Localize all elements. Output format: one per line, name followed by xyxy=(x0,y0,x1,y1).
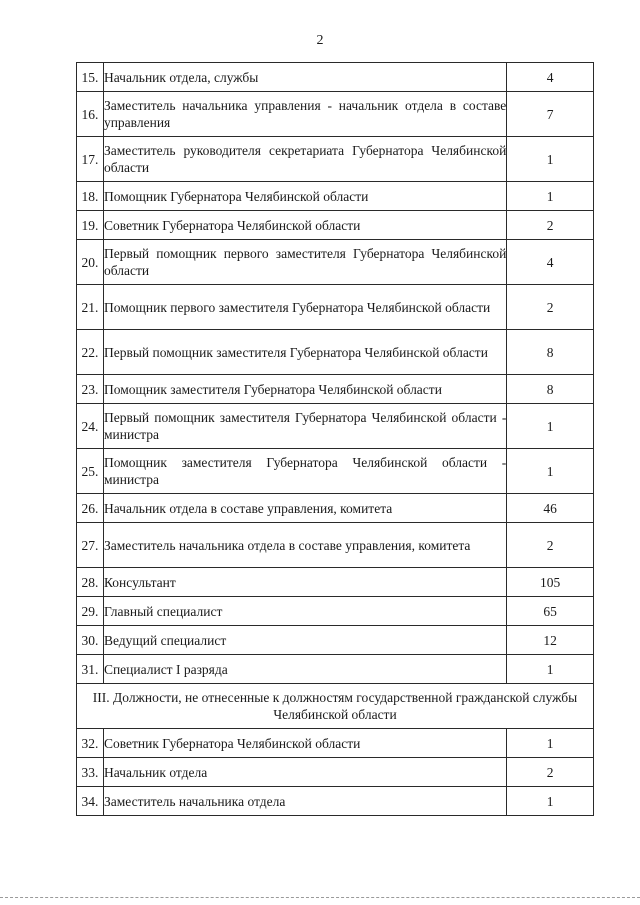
section-heading-row xyxy=(77,684,594,729)
row-number: 26. xyxy=(77,494,104,523)
table-row xyxy=(77,568,594,597)
section-heading: III. Должности, не отнесенные к должностям государственной гражданской службы Челябинской области xyxy=(77,684,594,729)
position-count: 1 xyxy=(507,137,594,182)
positions-table-body xyxy=(77,63,594,684)
position-count: 1 xyxy=(507,404,594,449)
table-row xyxy=(77,137,594,182)
row-number: 25. xyxy=(77,449,104,494)
table-row xyxy=(77,211,594,240)
row-number: 28. xyxy=(77,568,104,597)
position-count: 46 xyxy=(507,494,594,523)
position-title: Ведущий специалист xyxy=(103,626,506,655)
row-number: 27. xyxy=(77,523,104,568)
position-count: 2 xyxy=(507,758,594,787)
row-number: 23. xyxy=(77,375,104,404)
row-number: 21. xyxy=(77,285,104,330)
position-count: 4 xyxy=(507,63,594,92)
table-row xyxy=(77,655,594,684)
position-title: Помощник заместителя Губернатора Челябинской области - министра xyxy=(103,449,506,494)
position-title: Помощник Губернатора Челябинской области xyxy=(103,182,506,211)
position-title: Главный специалист xyxy=(103,597,506,626)
position-title: Заместитель начальника отдела xyxy=(103,787,506,816)
position-count: 2 xyxy=(507,523,594,568)
row-number: 19. xyxy=(77,211,104,240)
position-count: 1 xyxy=(507,182,594,211)
position-title: Помощник первого заместителя Губернатора Челябинской области xyxy=(103,285,506,330)
position-count: 105 xyxy=(507,568,594,597)
page-bottom-rule xyxy=(0,897,640,899)
row-number: 31. xyxy=(77,655,104,684)
position-title: Начальник отдела xyxy=(103,758,506,787)
position-count: 65 xyxy=(507,597,594,626)
table-row xyxy=(77,375,594,404)
position-title: Заместитель начальника управления - начальник отдела в составе управления xyxy=(103,92,506,137)
row-number: 15. xyxy=(77,63,104,92)
position-count: 4 xyxy=(507,240,594,285)
table-row xyxy=(77,63,594,92)
row-number: 20. xyxy=(77,240,104,285)
position-title: Начальник отдела в составе управления, комитета xyxy=(103,494,506,523)
position-title: Первый помощник первого заместителя Губернатора Челябинской области xyxy=(103,240,506,285)
position-title: Консультант xyxy=(103,568,506,597)
row-number: 22. xyxy=(77,330,104,375)
table-row xyxy=(77,494,594,523)
position-title: Заместитель начальника отдела в составе управления, комитета xyxy=(103,523,506,568)
table-row xyxy=(77,404,594,449)
position-count: 12 xyxy=(507,626,594,655)
positions-table-body-section-3 xyxy=(77,729,594,816)
section-heading-group xyxy=(77,684,594,729)
row-number: 16. xyxy=(77,92,104,137)
position-title: Помощник заместителя Губернатора Челябинской области xyxy=(103,375,506,404)
table-row xyxy=(77,626,594,655)
position-title: Заместитель руководителя секретариата Губернатора Челябинской области xyxy=(103,137,506,182)
position-count: 2 xyxy=(507,211,594,240)
table-row xyxy=(77,523,594,568)
position-title: Советник Губернатора Челябинской области xyxy=(103,211,506,240)
row-number: 18. xyxy=(77,182,104,211)
page-number: 2 xyxy=(316,33,324,48)
position-title: Первый помощник заместителя Губернатора Челябинской области - министра xyxy=(103,404,506,449)
position-count: 7 xyxy=(507,92,594,137)
position-count: 1 xyxy=(507,787,594,816)
position-title: Первый помощник заместителя Губернатора Челябинской области xyxy=(103,330,506,375)
table-row xyxy=(77,182,594,211)
positions-table xyxy=(76,62,594,816)
row-number: 29. xyxy=(77,597,104,626)
position-count: 1 xyxy=(507,655,594,684)
table-row xyxy=(77,240,594,285)
table-row xyxy=(77,787,594,816)
position-title: Начальник отдела, службы xyxy=(103,63,506,92)
position-count: 1 xyxy=(507,449,594,494)
table-row xyxy=(77,330,594,375)
row-number: 32. xyxy=(77,729,104,758)
row-number: 24. xyxy=(77,404,104,449)
position-title: Советник Губернатора Челябинской области xyxy=(103,729,506,758)
table-row xyxy=(77,92,594,137)
row-number: 30. xyxy=(77,626,104,655)
position-count: 8 xyxy=(507,375,594,404)
row-number: 34. xyxy=(77,787,104,816)
position-count: 8 xyxy=(507,330,594,375)
table-row xyxy=(77,597,594,626)
position-count: 1 xyxy=(507,729,594,758)
table-row xyxy=(77,729,594,758)
row-number: 33. xyxy=(77,758,104,787)
table-row xyxy=(77,758,594,787)
table-row xyxy=(77,449,594,494)
position-count: 2 xyxy=(507,285,594,330)
position-title: Специалист I разряда xyxy=(103,655,506,684)
table-row xyxy=(77,285,594,330)
row-number: 17. xyxy=(77,137,104,182)
